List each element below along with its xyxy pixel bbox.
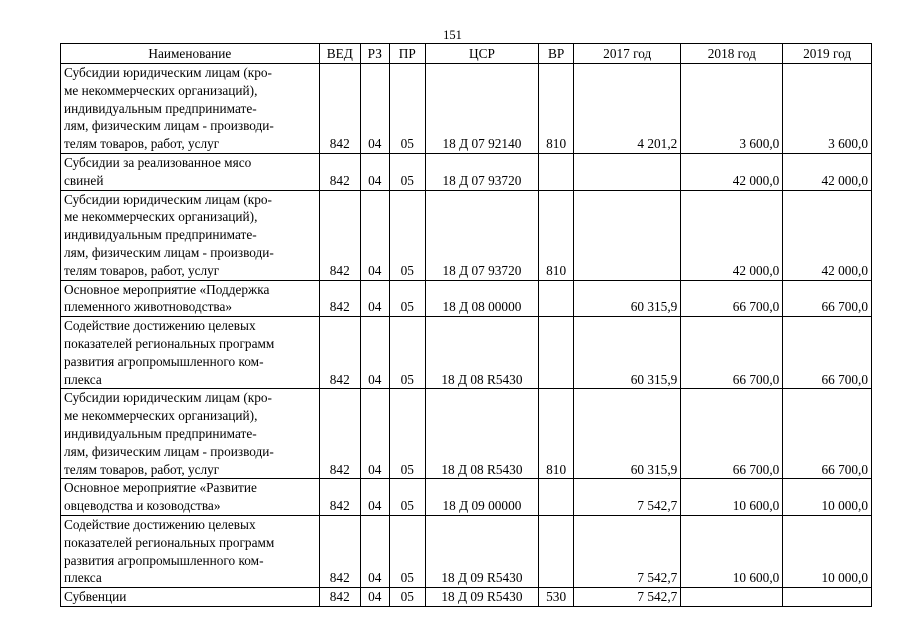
cell-csr: 18 Д 09 R5430 <box>425 515 538 587</box>
cell-2019: 42 000,0 <box>783 153 872 190</box>
cell-name: Субсидии за реализованное мясо свиней <box>61 153 320 190</box>
cell-2018: 66 700,0 <box>681 317 783 389</box>
cell-pr: 05 <box>389 389 425 479</box>
header-2019: 2019 год <box>783 44 872 64</box>
cell-2018: 66 700,0 <box>681 280 783 317</box>
table-row <box>61 515 872 587</box>
cell-2018 <box>681 588 783 607</box>
cell-2017: 7 542,7 <box>574 515 681 587</box>
table-body <box>61 64 872 607</box>
page-number: 151 <box>443 28 462 42</box>
cell-vr <box>539 153 574 190</box>
cell-pr: 05 <box>389 190 425 280</box>
cell-rz: 04 <box>360 190 389 280</box>
table-row <box>61 588 872 607</box>
cell-2017: 60 315,9 <box>574 389 681 479</box>
cell-2018: 42 000,0 <box>681 190 783 280</box>
cell-ved: 842 <box>319 389 360 479</box>
cell-pr: 05 <box>389 479 425 516</box>
header-csr: ЦСР <box>425 44 538 64</box>
cell-vr <box>539 317 574 389</box>
cell-name: Содействие достижению целевых показателей региональных программ развития агропромышленного ком- плекса <box>61 317 320 389</box>
cell-csr: 18 Д 09 R5430 <box>425 588 538 607</box>
cell-name: Основное мероприятие «Развитие овцеводства и козоводства» <box>61 479 320 516</box>
cell-rz: 04 <box>360 479 389 516</box>
cell-vr <box>539 280 574 317</box>
cell-2017: 4 201,2 <box>574 64 681 154</box>
cell-name: Субвенции <box>61 588 320 607</box>
cell-pr: 05 <box>389 588 425 607</box>
cell-2017: 60 315,9 <box>574 280 681 317</box>
cell-rz: 04 <box>360 317 389 389</box>
cell-pr: 05 <box>389 153 425 190</box>
cell-ved: 842 <box>319 588 360 607</box>
cell-ved: 842 <box>319 479 360 516</box>
cell-csr: 18 Д 07 93720 <box>425 153 538 190</box>
cell-2017 <box>574 190 681 280</box>
cell-ved: 842 <box>319 190 360 280</box>
cell-name: Основное мероприятие «Поддержка племенного животноводства» <box>61 280 320 317</box>
cell-csr: 18 Д 09 00000 <box>425 479 538 516</box>
table-row <box>61 153 872 190</box>
cell-2019: 66 700,0 <box>783 317 872 389</box>
table-row <box>61 64 872 154</box>
cell-2017: 60 315,9 <box>574 317 681 389</box>
cell-vr: 810 <box>539 64 574 154</box>
cell-2019: 3 600,0 <box>783 64 872 154</box>
cell-pr: 05 <box>389 64 425 154</box>
header-vr: ВР <box>539 44 574 64</box>
table-row <box>61 389 872 479</box>
header-2017: 2017 год <box>574 44 681 64</box>
cell-vr: 810 <box>539 389 574 479</box>
cell-csr: 18 Д 08 R5430 <box>425 317 538 389</box>
header-pr: ПР <box>389 44 425 64</box>
table-row <box>61 280 872 317</box>
cell-2019 <box>783 588 872 607</box>
cell-ved: 842 <box>319 64 360 154</box>
cell-csr: 18 Д 08 00000 <box>425 280 538 317</box>
header-ved: ВЕД <box>319 44 360 64</box>
cell-2017: 7 542,7 <box>574 479 681 516</box>
cell-pr: 05 <box>389 317 425 389</box>
cell-ved: 842 <box>319 515 360 587</box>
cell-rz: 04 <box>360 389 389 479</box>
cell-csr: 18 Д 07 92140 <box>425 64 538 154</box>
cell-csr: 18 Д 07 93720 <box>425 190 538 280</box>
cell-name: Субсидии юридическим лицам (кро- ме некоммерческих организаций), индивидуальным предпринимате- лям, физическим лицам - производи- телям товаров, работ, услуг <box>61 389 320 479</box>
cell-rz: 04 <box>360 280 389 317</box>
header-2018: 2018 год <box>681 44 783 64</box>
cell-csr: 18 Д 08 R5430 <box>425 389 538 479</box>
cell-name: Субсидии юридическим лицам (кро- ме некоммерческих организаций), индивидуальным предпринимате- лям, физическим лицам - производи- телям товаров, работ, услуг <box>61 64 320 154</box>
cell-2017 <box>574 153 681 190</box>
cell-rz: 04 <box>360 588 389 607</box>
cell-vr: 530 <box>539 588 574 607</box>
cell-2019: 66 700,0 <box>783 280 872 317</box>
cell-2018: 10 600,0 <box>681 479 783 516</box>
cell-2019: 42 000,0 <box>783 190 872 280</box>
cell-2018: 3 600,0 <box>681 64 783 154</box>
header-rz: РЗ <box>360 44 389 64</box>
table-row <box>61 479 872 516</box>
table-row <box>61 317 872 389</box>
cell-2019: 10 000,0 <box>783 479 872 516</box>
cell-rz: 04 <box>360 64 389 154</box>
cell-ved: 842 <box>319 317 360 389</box>
cell-ved: 842 <box>319 153 360 190</box>
cell-2017: 7 542,7 <box>574 588 681 607</box>
cell-ved: 842 <box>319 280 360 317</box>
cell-pr: 05 <box>389 280 425 317</box>
cell-rz: 04 <box>360 153 389 190</box>
cell-2018: 66 700,0 <box>681 389 783 479</box>
header-name: Наименование <box>61 44 320 64</box>
cell-name: Субсидии юридическим лицам (кро- ме некоммерческих организаций), индивидуальным предпринимате- лям, физическим лицам - производи- телям товаров, работ, услуг <box>61 190 320 280</box>
cell-name: Содействие достижению целевых показателей региональных программ развития агропромышленного ком- плекса <box>61 515 320 587</box>
cell-rz: 04 <box>360 515 389 587</box>
cell-pr: 05 <box>389 515 425 587</box>
cell-2018: 10 600,0 <box>681 515 783 587</box>
table-row <box>61 190 872 280</box>
budget-table <box>60 43 872 607</box>
cell-2019: 10 000,0 <box>783 515 872 587</box>
table-header-row <box>61 44 872 64</box>
cell-2019: 66 700,0 <box>783 389 872 479</box>
cell-vr <box>539 479 574 516</box>
cell-2018: 42 000,0 <box>681 153 783 190</box>
cell-vr: 810 <box>539 190 574 280</box>
cell-vr <box>539 515 574 587</box>
